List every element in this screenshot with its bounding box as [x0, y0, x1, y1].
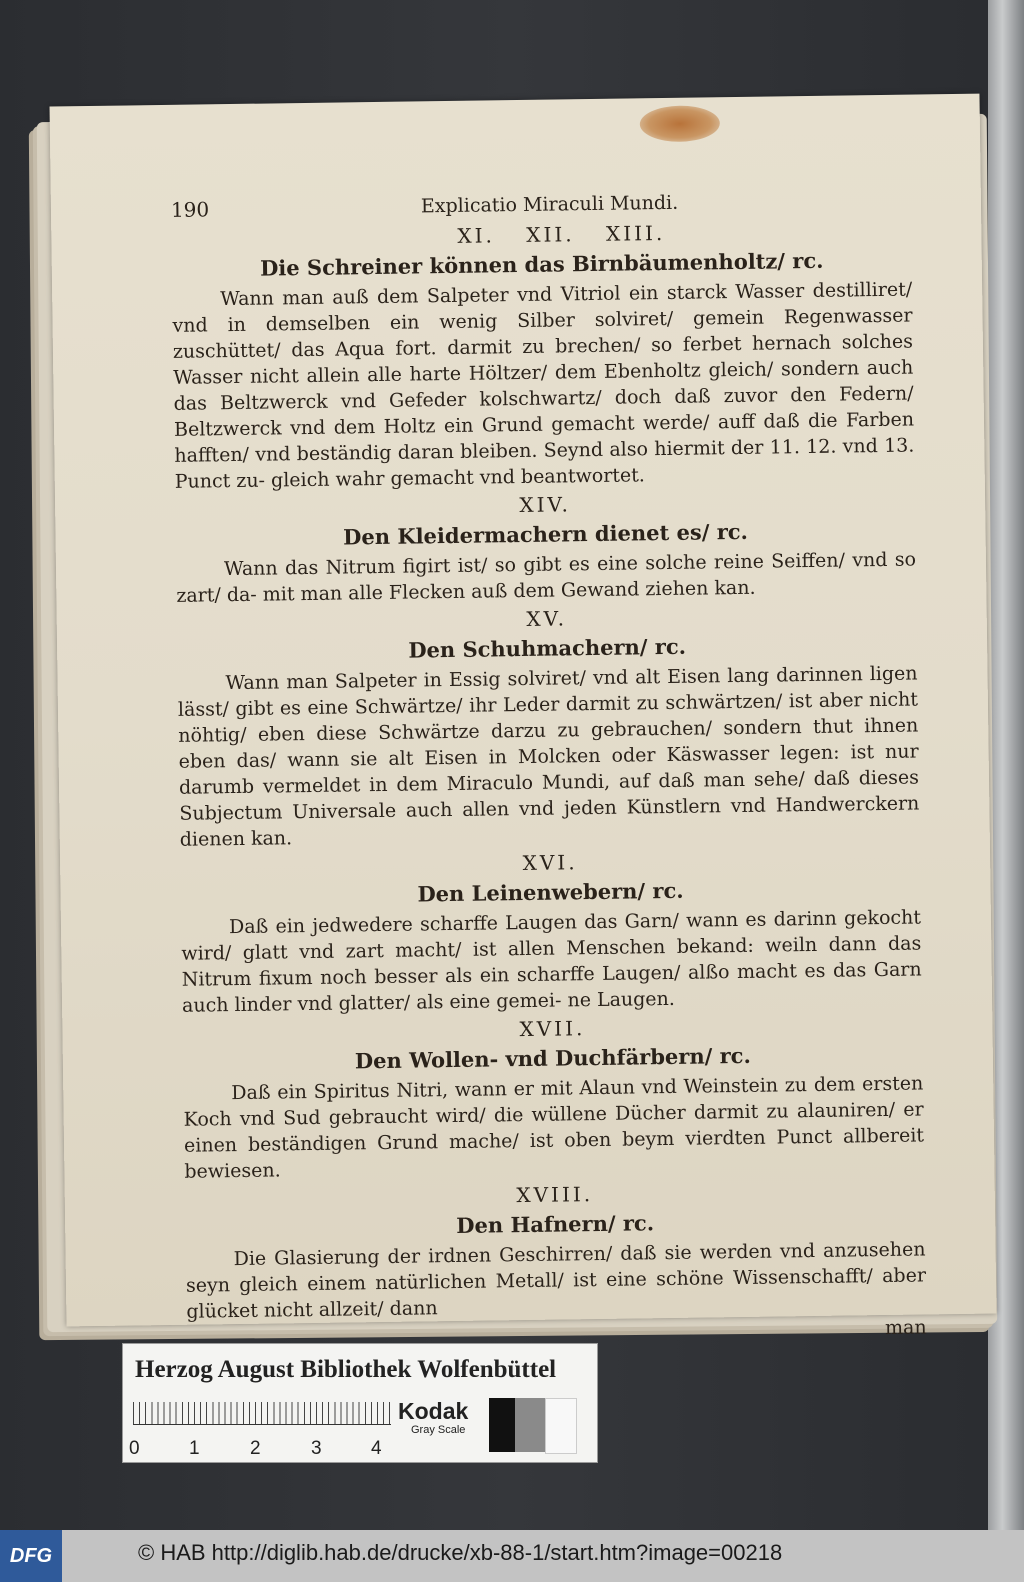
section-heading: Den Hafnern/ rc. [456, 1210, 655, 1238]
dfg-logo: DFG [0, 1530, 62, 1582]
text-line: Wann man Salpeter in Essig solviret/ vnd alt Eisen lang darinnen ligen lässt/ [177, 662, 918, 721]
section-heading: Den Kleidermachern dienet es/ rc. [343, 518, 749, 550]
section-heading: Den Wollen- vnd Duchfärbern/ rc. [354, 1042, 751, 1074]
section-heading: Den Leinenwebern/ rc. [417, 877, 684, 907]
text-line: Wann das Nitrum figirt ist/ so gibt es eine solche reine Seiffen/ vnd so zart/ da- [176, 548, 917, 607]
running-title: Explicatio Miraculi Mundi. [420, 191, 679, 218]
text-line: Grund mache/ ist oben beym vierdten Punct allbereit bewiesen. [184, 1124, 925, 1183]
section-numeral: XIV. [519, 492, 572, 518]
stain-mark [640, 105, 720, 142]
section [180, 844, 922, 1018]
text-line: Ebenholtz gleich/ sondern auch das Beltzwerck vnd Gefeder kolschwartz/ doch daß zuvor [173, 356, 914, 415]
section [175, 487, 916, 609]
ruler-numbers [129, 1438, 409, 1460]
paragraph [183, 1070, 924, 1184]
ruler-number: 4 [371, 1438, 382, 1459]
section-numeral: XV. [526, 606, 568, 631]
text-line: darmit zu brechen/ so ferbet hernach solches Wasser nicht allein alle harte Höltzer/ dem [173, 330, 914, 389]
text-line: als ein scharffe Laugen/ alßo macht es das Garn auch linder vnd glatter/ als eine gemei- [181, 958, 922, 1017]
section [171, 217, 915, 495]
color-calibration-card [122, 1343, 598, 1463]
paragraph [181, 904, 922, 1018]
ruler-number: 3 [311, 1438, 322, 1459]
text-line: Wann man auß dem Salpeter vnd Vitriol ein starck Wasser destilliret/ vnd in [172, 278, 913, 337]
section [177, 600, 920, 852]
section-heading: Den Schuhmachern/ rc. [408, 633, 687, 663]
ruler-number: 1 [189, 1438, 200, 1459]
paragraph [177, 660, 919, 852]
text-line: hafften/ vnd beständig daran bleiben. Seynd also hiermit der 11. 12. vnd 13. Punct zu- [174, 434, 915, 493]
ruler-scale [133, 1402, 391, 1425]
text-line: vnd Sud gebraucht wird/ die wüllene Dücher darmit zu alauniren/ er einen beständigen [183, 1098, 924, 1157]
paragraph [172, 277, 915, 495]
text-line: ne Laugen. [567, 987, 676, 1012]
white-patch [545, 1398, 577, 1454]
black-patch [489, 1398, 515, 1452]
text-line: gibt es eine Schwärtze/ ihr Leder darmit zu schwärtzen/ ist aber nicht nöhtig/ eben diese [178, 688, 919, 747]
book-page [50, 94, 997, 1340]
paragraph [185, 1236, 926, 1324]
text-line: Die Glasierung der irdnen Geschirren/ daß sie werden vnd anzusehen seyn gleich [185, 1238, 926, 1297]
footer-copyright-link[interactable]: © HAB http://diglib.hab.de/drucke/xb-88-1/start.htm?image=00218 [138, 1540, 783, 1565]
text-line: vnd zart macht/ ist allen Menschen bekand: weiln dann das Nitrum fixum noch besser [181, 932, 922, 991]
footer-bar [0, 1530, 1024, 1582]
section-numeral: XVII. [519, 1016, 586, 1042]
text-line: den Federn/ Beltzwerck vnd dem Holtz ein Grund gemacht werde/ auff daß die Farben [173, 382, 915, 441]
gray-patch [515, 1398, 545, 1452]
ruler-number: 2 [250, 1438, 261, 1459]
section-numeral: XVI. [522, 850, 578, 876]
text-line: Daß ein Spiritus Nitri, wann er mit Alaun vnd Weinstein zu dem ersten Koch [183, 1072, 924, 1131]
text-line: Molcken oder Käswasser legen: ist nur darumb vermeldet in dem Miraculo Mundi, auf [178, 740, 919, 799]
text-line: Daß ein jedwedere scharffe Laugen das Garn/ wann es darinn gekocht wird/ glatt [181, 906, 922, 965]
section-numeral: XVIII. [516, 1182, 594, 1208]
library-name: Herzog August Bibliothek Wolfenbüttel [135, 1356, 557, 1383]
page-number: 190 [170, 197, 210, 222]
section [182, 1010, 924, 1184]
text-line: mit man alle Flecken auß dem Gewand ziehen kan. [262, 576, 756, 606]
kodak-logo: Kodak [398, 1398, 469, 1424]
catchword: man [884, 1316, 927, 1340]
page-text [171, 187, 927, 1351]
section-numeral: XI. XII. XIII. [457, 220, 666, 248]
text-line: einem natürlichen Metall/ ist eine schöne Wissenschafft/ aber glücket nicht allzeit/ dann [186, 1264, 927, 1323]
text-line: demselben ein wenig Silber solviret/ gemein Regenwasser zuschüttet/ das Aqua fort. [172, 304, 913, 363]
paragraph [176, 547, 917, 609]
text-line: Schwärtze darzu zu gebrauchen/ sondern thut ihnen eben das/ wann sie alt Eisen in [178, 714, 919, 773]
section [185, 1176, 927, 1324]
text-line: Handwerckern dienen kan. [179, 792, 920, 851]
section-heading: Die Schreiner können das Birnbäumenholtz/ rc. [259, 247, 824, 281]
text-line: daß man sehe/ daß dieses Subjectum Universale auch allen vnd jeden Künstlern vnd [179, 766, 920, 825]
ruler-number: 0 [129, 1438, 140, 1459]
text-line: gleich wahr gemacht vnd beantwortet. [270, 464, 646, 492]
gray-scale-label: Gray Scale [411, 1424, 466, 1436]
